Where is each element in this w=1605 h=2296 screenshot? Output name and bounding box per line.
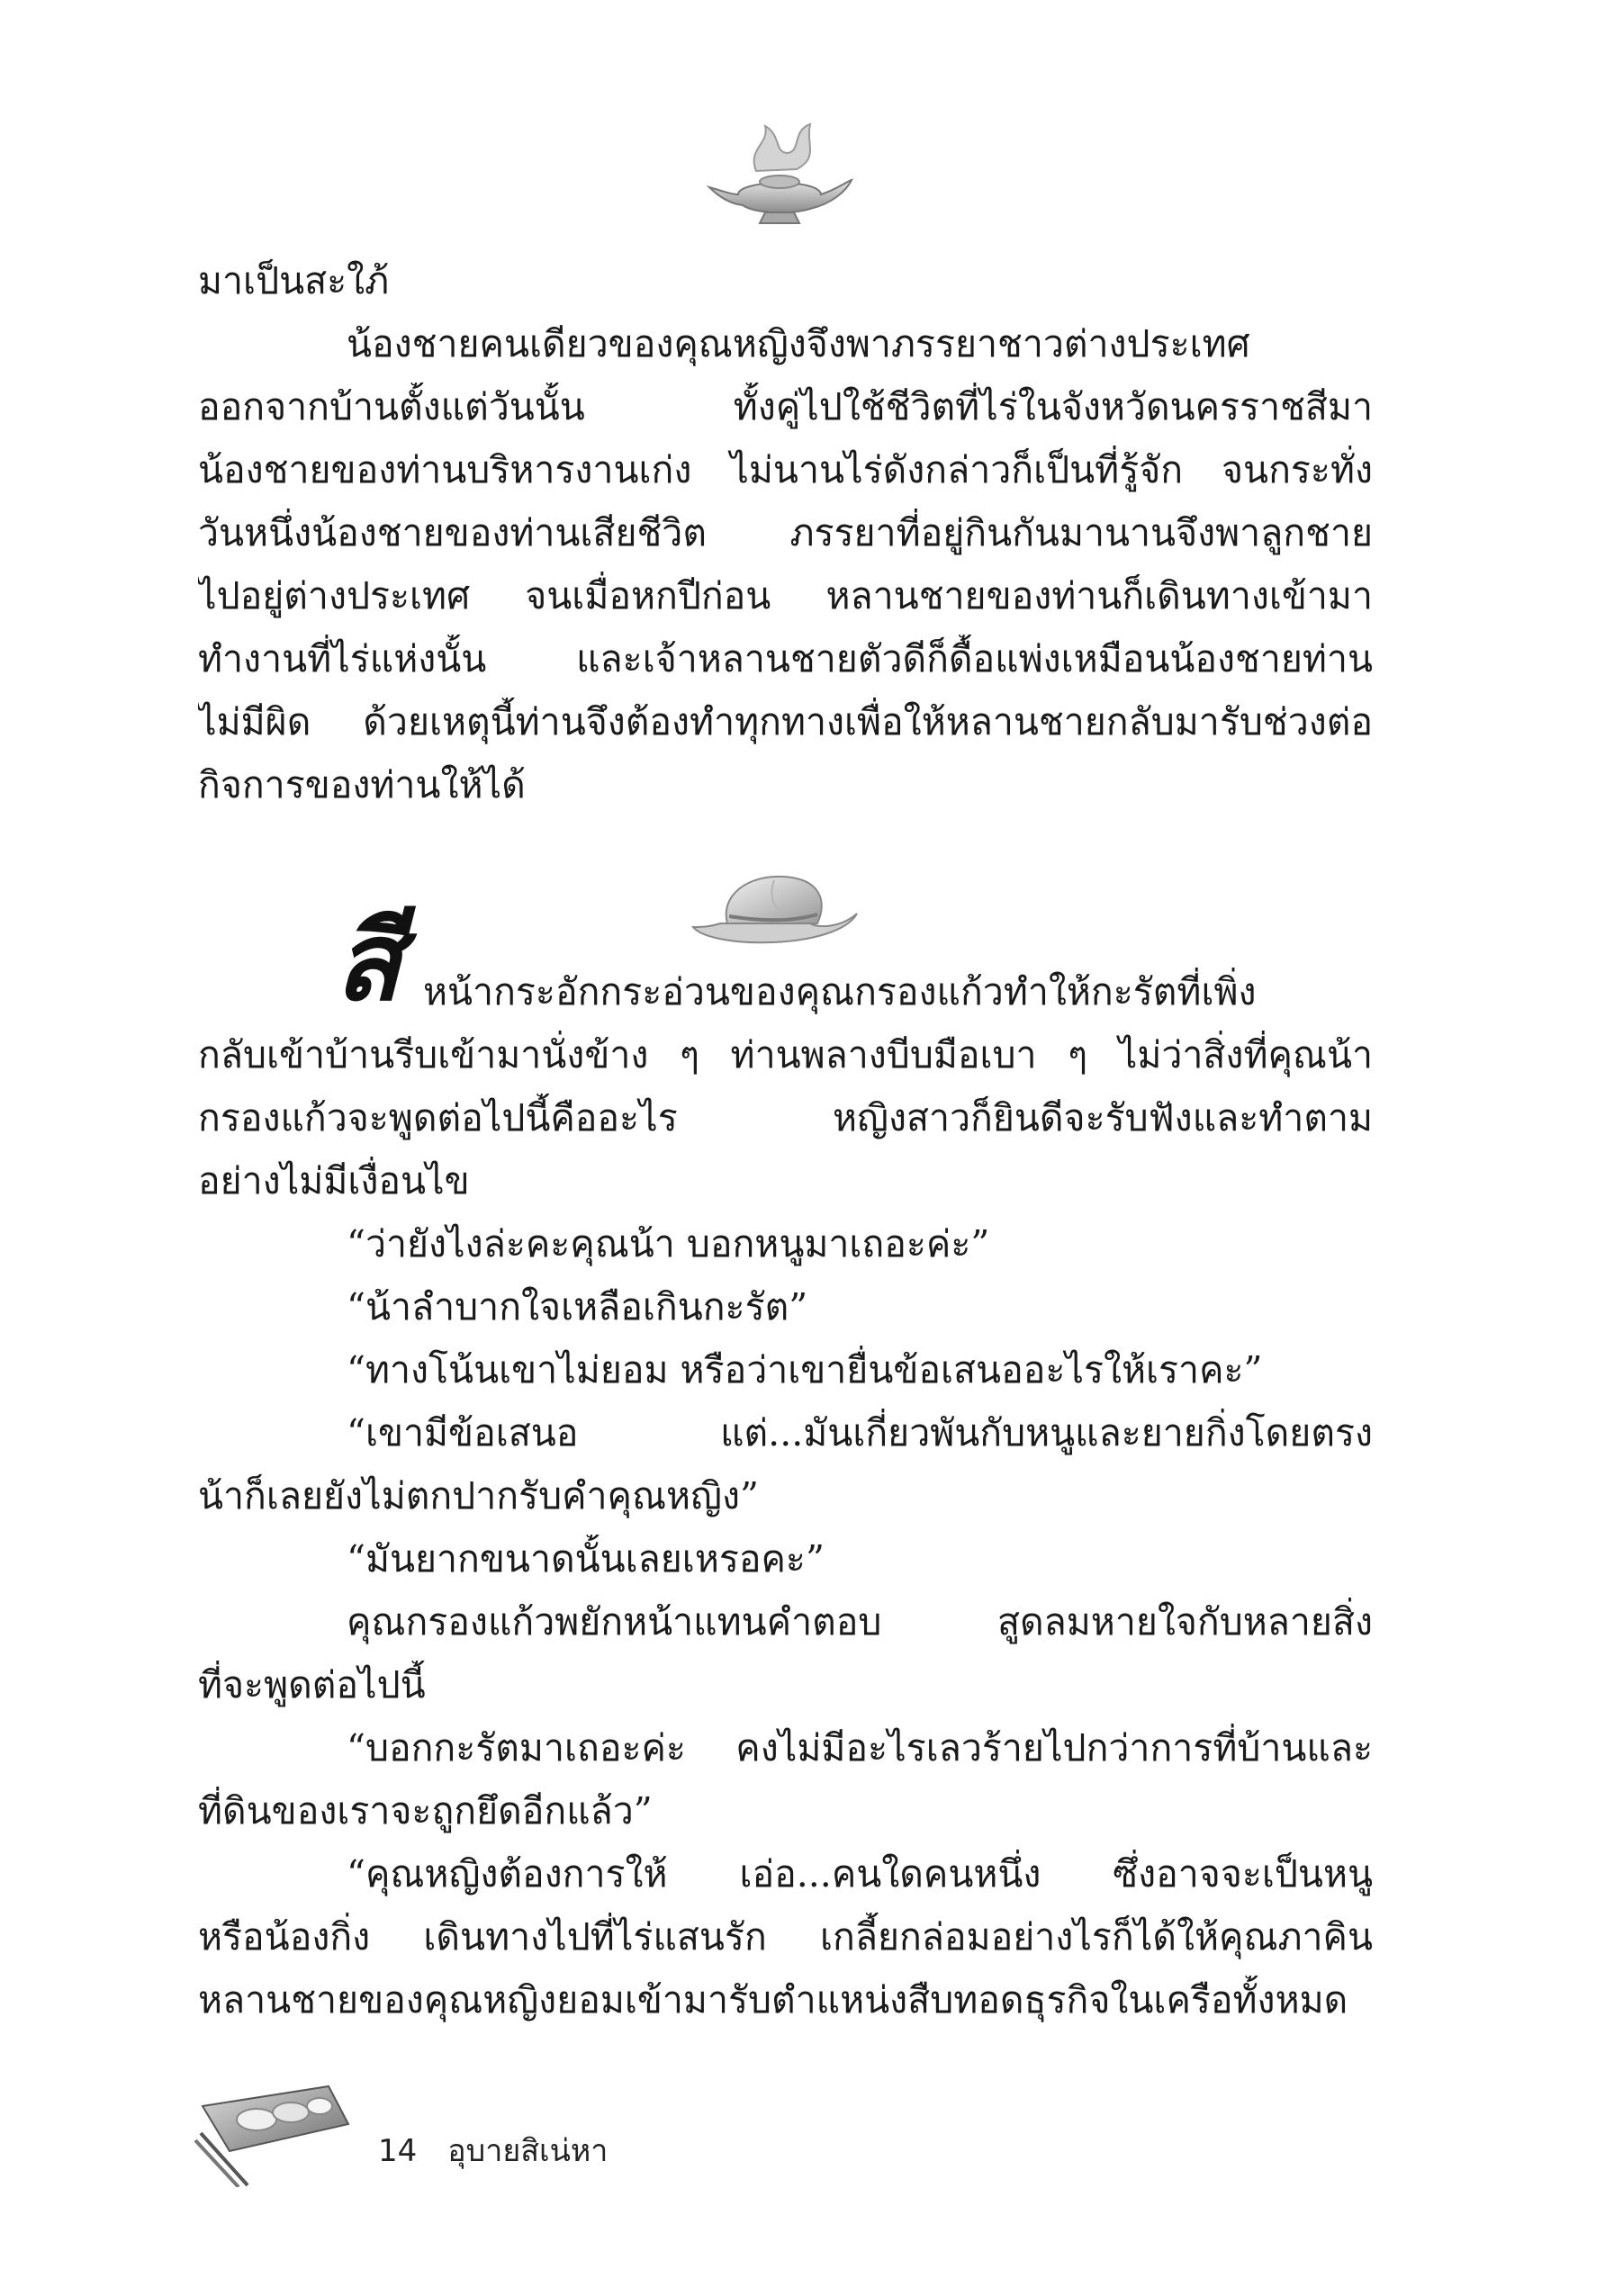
drop-cap: สี (335, 900, 401, 1025)
dialogue-line: หรือน้องกิ่ง เดินทางไปที่ไร่แสนรัก เกลี้ยกล่อมอย่างไรก็ได้ให้คุณภาคิน (198, 1915, 1373, 1958)
dialogue-line: ที่จะพูดต่อไปนี้ (198, 1663, 426, 1706)
dialogue-line: น้าก็เลยยังไม่ตกปากรับคำคุณหญิง” (198, 1474, 759, 1517)
text-line: อย่างไม่มีเงื่อนไข (198, 1159, 470, 1202)
text-line: น้องชายคนเดียวของคุณหญิงจึงพาภรรยาชาวต่างประเทศ (347, 322, 1250, 365)
text-line: ทำงานที่ไร่แห่งนั้น และเจ้าหลานชายตัวดีก็ดื้อแพ่งเหมือนน้องชายท่าน (198, 637, 1373, 680)
text-line: กรองแก้วจะพูดต่อไปนี้คืออะไร หญิงสาวก็ยินดีจะรับฟังและทำตาม (198, 1096, 1373, 1139)
sushi-plate-icon (194, 2070, 356, 2187)
dialogue-line: ที่ดินของเราจะถูกยึดอีกแล้ว” (198, 1789, 653, 1832)
page-number: 14 (378, 2133, 418, 2169)
text-line: กลับเข้าบ้านรีบเข้ามานั่งข้าง ๆ ท่านพลางบีบมือเบา ๆ ไม่ว่าสิ่งที่คุณน้า (198, 1033, 1373, 1076)
text-line: วันหนึ่งน้องชายของท่านเสียชีวิต ภรรยาที่อยู่กินกันมานานจึงพาลูกชาย (198, 511, 1373, 554)
text-line: ไม่มีผิด ด้วยเหตุนี้ท่านจึงต้องทำทุกทางเพื่อให้หลานชายกลับมารับช่วงต่อ (198, 700, 1373, 743)
text-line: ออกจากบ้านตั้งแต่วันนั้น ทั้งคู่ไปใช้ชีวิตที่ไร่ในจังหวัดนครราชสีมา (198, 385, 1373, 428)
dialogue-line: “น้าลำบากใจเหลือเกินกะรัต” (347, 1285, 808, 1328)
page-footer (378, 2126, 608, 2174)
cowboy-hat-icon (684, 864, 864, 954)
genie-lamp-icon (702, 108, 855, 234)
text-line: หน้ากระอักกระอ่วนของคุณกรองแก้วทำให้กะรัตที่เพิ่ง (423, 970, 1257, 1013)
text-line: มาเป็นสะใภ้ (198, 259, 390, 302)
dialogue-line: “ว่ายังไงล่ะคะคุณน้า บอกหนูมาเถอะค่ะ” (347, 1222, 990, 1265)
text-line: ไปอยู่ต่างประเทศ จนเมื่อหกปีก่อน หลานชายของท่านก็เดินทางเข้ามา (198, 574, 1373, 617)
dialogue-line: หลานชายของคุณหญิงยอมเข้ามารับตำแหน่งสืบทอดธุรกิจในเครือทั้งหมด (198, 1978, 1348, 2021)
dialogue-line: “ทางโน้นเขาไม่ยอม หรือว่าเขายื่นข้อเสนออะไรให้เราคะ” (347, 1348, 1263, 1391)
book-title: อุบายสิเน่หา (447, 2133, 609, 2169)
text-line: กิจการของท่านให้ได้ (198, 763, 526, 806)
dialogue-line: “มันยากขนาดนั้นเลยเหรอคะ” (347, 1537, 825, 1580)
dialogue-line: “บอกกะรัตมาเถอะค่ะ คงไม่มีอะไรเลวร้ายไปกว่าการที่บ้านและ (347, 1726, 1373, 1769)
dialogue-line: “เขามีข้อเสนอ แต่...มันเกี่ยวพันกับหนูและยายกิ่งโดยตรง (347, 1411, 1373, 1454)
dialogue-line: “คุณหญิงต้องการให้ เอ่อ...คนใดคนหนึ่ง ซึ่งอาจจะเป็นหนู (347, 1852, 1373, 1895)
dialogue-line: คุณกรองแก้วพยักหน้าแทนคำตอบ สูดลมหายใจกับหลายสิ่ง (347, 1600, 1373, 1643)
text-line: น้องชายของท่านบริหารงานเก่ง ไม่นานไร่ดังกล่าวก็เป็นที่รู้จัก จนกระทั่ง (198, 448, 1373, 491)
